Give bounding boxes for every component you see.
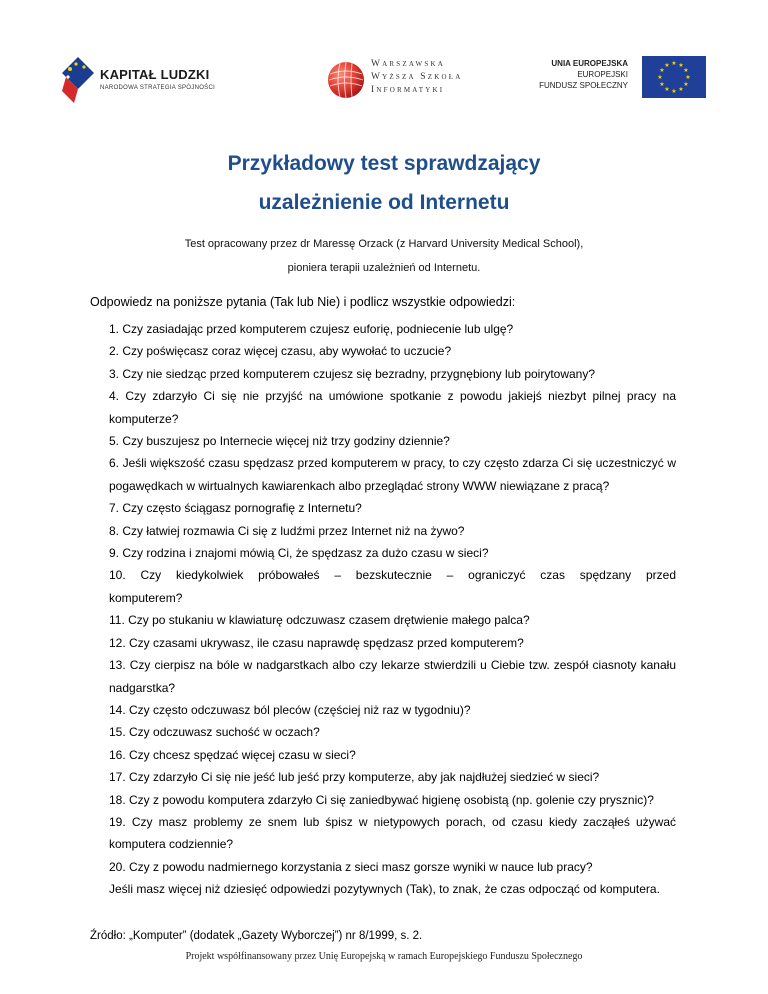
svg-text:★: ★ xyxy=(671,88,677,95)
question-item: 1. Czy zasiadając przed komputerem czujesz euforię, podniecenie lub ulgę? xyxy=(109,322,514,336)
footer-note: Projekt współfinansowany przez Unię Europejską w ramach Europejskiego Funduszu Społecznego xyxy=(185,951,583,962)
question-item: 7. Czy często ściągasz pornografię z Internetu? xyxy=(109,501,362,516)
question-item: 9. Czy rodzina i znajomi mówią Ci, że spędzasz za dużo czasu w sieci? xyxy=(109,546,489,561)
question-item-continuation: komputerem? xyxy=(109,590,183,605)
question-item: 11. Czy po stukaniu w klawiaturę odczuwasz czasem drętwienie małego palca? xyxy=(109,613,530,628)
svg-text:★: ★ xyxy=(659,81,665,88)
eu-line3: FUNDUSZ SPOŁECZNY xyxy=(539,81,628,90)
question-item: 18. Czy z powodu komputera zdarzyło Ci się zaniedbywać higienę osobistą (np. golenie czy prysznic)? xyxy=(109,792,654,807)
question-item: 15. Czy odczuwasz suchość w oczach? xyxy=(109,725,320,740)
page-title-line2: uzależnienie od Internetu xyxy=(258,191,510,214)
wwsi-name xyxy=(371,58,463,97)
svg-text:★: ★ xyxy=(683,81,689,88)
question-item: 20. Czy z powodu nadmiernego korzystania z sieci masz gorsze wyniki w nauce lub pracy? xyxy=(109,859,593,874)
question-item: 2. Czy poświęcasz coraz więcej czasu, aby wywołać to uczucie? xyxy=(109,344,452,359)
svg-text:★: ★ xyxy=(657,74,663,81)
eu-logo xyxy=(520,56,720,106)
intro-line2: pioniera terapii uzależnień od Internetu. xyxy=(287,262,481,274)
eu-text xyxy=(520,58,628,91)
wwsi-line1: Warszawska xyxy=(371,59,445,69)
svg-text:★: ★ xyxy=(678,62,684,69)
question-item: 6. Jeśli większość czasu spędzasz przed komputerem w pracy, to czy często zdarza Ci się uczestniczyć w pogawędkach w wirtualnych kawiarenkach albo przeglądać strony WWW niewiązane z pracą? xyxy=(109,456,676,493)
svg-text:★: ★ xyxy=(664,86,670,93)
result-note: Jeśli masz więcej niż dziesięć odpowiedzi pozytywnych (Tak), to znak, że czas odpocząć od komputera. xyxy=(109,882,660,897)
kapital-ludzki-name: KAPITAŁ LUDZKI xyxy=(100,67,210,82)
question-item: 3. Czy nie siedząc przed komputerem czujesz się bezradny, przygnębiony lub poirytowany? xyxy=(109,366,596,381)
eu-flag-icon xyxy=(642,56,706,98)
intro-line1: Test opracowany przez dr Maressę Orzack (z Harvard University Medical School), xyxy=(184,238,584,250)
question-item: 8. Czy łatwiej rozmawia Ci się z ludźmi przez Internet niż na żywo? xyxy=(109,523,465,538)
question-item: 12. Czy czasami ukrywasz, ile czasu naprawdę spędzasz przed komputerem? xyxy=(109,635,524,650)
eu-line1: UNIA EUROPEJSKA xyxy=(551,59,628,68)
svg-text:★: ★ xyxy=(678,86,684,93)
question-item: 16. Czy chcesz spędzać więcej czasu w sieci? xyxy=(109,747,356,762)
page-title-line1: Przykładowy test sprawdzający xyxy=(227,152,541,175)
question-item: 14. Czy często odczuwasz ból pleców (częściej niż raz w tygodniu)? xyxy=(109,702,471,717)
question-item: 19. Czy masz problemy ze snem lub śpisz w nietypowych porach, od czasu kiedy zacząłeś używać komputera codziennie? xyxy=(109,814,676,852)
kapital-ludzki-logo xyxy=(60,55,216,105)
source-citation: Źródło: „Komputer” (dodatek „Gazety Wyborczej”) nr 8/1999, s. 2. xyxy=(90,930,423,942)
svg-text:★: ★ xyxy=(659,67,665,74)
svg-text:★: ★ xyxy=(671,60,677,67)
question-list xyxy=(109,318,676,901)
svg-text:★: ★ xyxy=(685,74,691,81)
question-item: 13. Czy cierpisz na bóle w nadgarstkach albo czy lekarze stwierdzili u Ciebie tzw. zespół ciasnoty kanału nadgarstka? xyxy=(109,658,676,695)
instructions: Odpowiedz na poniższe pytania (Tak lub Nie) i podlicz wszystkie odpowiedzi: xyxy=(90,295,516,309)
wwsi-globe-icon xyxy=(326,60,366,100)
svg-text:★: ★ xyxy=(683,67,689,74)
kapital-ludzki-mark-icon xyxy=(60,55,96,105)
wwsi-line2: Wyższa Szkoła xyxy=(371,72,463,82)
wwsi-logo xyxy=(326,52,476,112)
question-item: 10. Czy kiedykolwiek próbowałeś – bezskutecznie – ograniczyć czas spędzany przed xyxy=(109,568,676,583)
question-item: 17. Czy zdarzyło Ci się nie jeść lub jeść przy komputerze, aby jak najdłużej siedzieć w sieci? xyxy=(109,770,600,785)
question-item: 4. Czy zdarzyło Ci się nie przyjść na umówione spotkanie z powodu jakiejś niezbyt pilnej pracy na komputerze? xyxy=(109,389,676,426)
wwsi-line3: Informatyki xyxy=(371,85,445,95)
svg-text:★: ★ xyxy=(664,62,670,69)
question-item: 5. Czy buszujesz po Internecie więcej niż trzy godziny dziennie? xyxy=(109,434,450,449)
eu-line2: EUROPEJSKI xyxy=(577,70,628,79)
kapital-ludzki-subtitle: NARODOWA STRATEGIA SPÓJNOŚCI xyxy=(100,85,216,91)
logo-header xyxy=(0,40,768,120)
